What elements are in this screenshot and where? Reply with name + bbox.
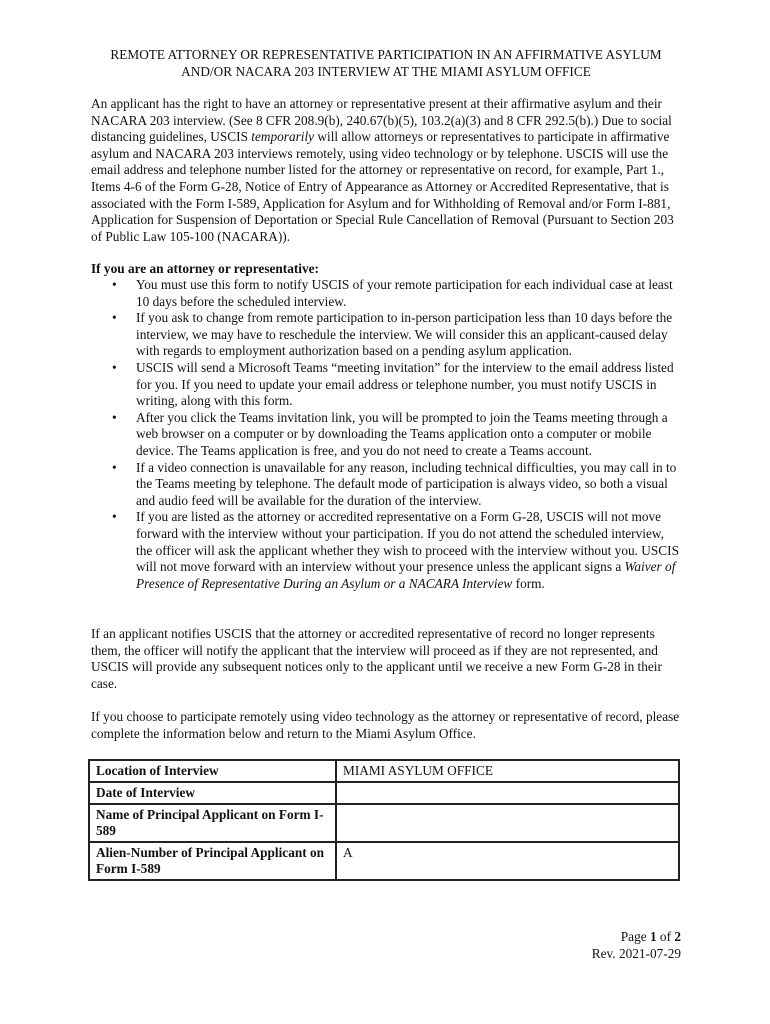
list-item-text: After you click the Teams invitation link, you will be prompted to join the Teams meeting through a web browser on a computer or by downloading the Teams application onto a computer or mobile device. The Teams application is free, and you do not need to create a Teams account. — [136, 409, 668, 458]
list-item — [91, 410, 683, 460]
bullet-icon: • — [112, 509, 117, 525]
list-item-text: If a video connection is unavailable for any reason, including technical difficulties, you may call in to the Teams meeting by telephone. The default mode of participation is always video, so both a visual and audio feed will be available for the duration of the interview. — [136, 459, 677, 508]
section-heading: If you are an attorney or representative: — [91, 261, 319, 276]
total-pages: 2 — [674, 929, 681, 944]
list-item — [91, 360, 683, 410]
instructions-paragraph: If you choose to participate remotely using video technology as the attorney or representative of record, please complete the information below and return to the Miami Asylum Office. — [91, 709, 680, 741]
list-item-text: USCIS will send a Microsoft Teams “meeting invitation” for the interview to the email address listed for you. If you need to update your email address or telephone number, you must notify USCIS in writing, along with this form. — [136, 359, 674, 409]
document-title — [90, 47, 682, 80]
list-item-text: You must use this form to notify USCIS of your remote participation for each individual case at least 10 days before the scheduled interview. — [136, 277, 673, 309]
interview-info-table — [88, 759, 680, 881]
instruction-list — [91, 277, 683, 592]
table-row — [89, 760, 679, 782]
page-of: of — [656, 929, 675, 944]
list-item — [91, 277, 683, 310]
list-item — [91, 460, 683, 510]
location-label: Location of Interview — [89, 760, 336, 782]
bullet-icon: • — [112, 459, 117, 475]
intro-emphasis: temporarily — [251, 129, 315, 145]
page-number — [592, 929, 681, 946]
table-row — [89, 782, 679, 804]
intro-text-2: will allow attorneys or representatives to participate in affirmative asylum and NACARA 203 interviews remotely, using video technology or by telephone. USCIS will use the email address and telephone number listed for the attorney or representative on record, for example, Part 1., Items 4-6 of the Form G-28, Notice of Entry of Appearance as Attorney or Accredited Representative, that is associated with the Form I-589, Application for Asylum and for Withholding of Removal and/or Form I-881, Application for Suspension of Deportation or Special Rule Cancellation of Removal (Pursuant to Section 203 of Public Law 105-100 (NACARA)). — [91, 129, 674, 244]
list-item — [91, 509, 683, 592]
page-footer — [592, 929, 681, 962]
current-page: 1 — [649, 929, 657, 944]
alien-number-field[interactable]: A — [336, 842, 679, 880]
bullet-icon: • — [112, 409, 117, 425]
bullet-icon: • — [112, 310, 117, 326]
list-item — [91, 310, 683, 360]
title-line-2: AND/OR NACARA 203 INTERVIEW AT THE MIAMI ASYLUM OFFICE — [181, 63, 591, 79]
location-value[interactable]: MIAMI ASYLUM OFFICE — [336, 760, 679, 782]
bullet-icon: • — [112, 277, 117, 292]
intro-paragraph — [91, 96, 683, 245]
page-prefix: Page — [620, 929, 650, 944]
applicant-name-field[interactable] — [336, 804, 679, 842]
table-row — [89, 804, 679, 842]
representation-paragraph: If an applicant notifies USCIS that the attorney or accredited representative of record no longer represents them, the officer will notify the applicant that the interview will proceed as if they are not represented, and USCIS will provide any subsequent notices only to the applicant until we receive a new Form G-28 in their case. — [91, 626, 662, 691]
waiver-form-name: Waiver of Presence of Representative During an Asylum or a NACARA Interview — [136, 559, 676, 591]
alien-number-label: Alien-Number of Principal Applicant on Form I-589 — [89, 842, 336, 880]
list-item-text: If you ask to change from remote participation to in-person participation less than 10 days before the interview, we may have to reschedule the interview. We will consider this an applicant-caused delay with regards to employment authorization based on a pending asylum application. — [136, 310, 673, 359]
revision-date: Rev. 2021-07-29 — [591, 945, 681, 961]
list-item-text-tail: form. — [512, 575, 545, 591]
table-row — [89, 842, 679, 880]
applicant-name-label: Name of Principal Applicant on Form I-589 — [89, 804, 336, 842]
intro-text-1: An applicant has the right to have an attorney or representative present at their affirmative asylum and their NACARA 203 interview. (See 8 CFR 208.9(b), 240.67(b)(5), 103.2(a)(3) and 8 CFR 292.5(b).) Due to social distancing guidelines, USCIS — [91, 96, 672, 145]
bullet-icon: • — [112, 359, 117, 375]
date-label: Date of Interview — [89, 782, 336, 804]
title-line-1: REMOTE ATTORNEY OR REPRESENTATIVE PARTICIPATION IN AN AFFIRMATIVE ASYLUM — [110, 47, 662, 62]
date-field[interactable] — [336, 782, 679, 804]
list-item-text: If you are listed as the attorney or accredited representative on a Form G-28, USCIS will not move forward with the interview without your participation. If you do not attend the scheduled interview, the officer will ask the applicant whether they wish to proceed with the interview without you. USCIS will not move forward with an interview without your presence unless the applicant signs a — [136, 509, 679, 575]
